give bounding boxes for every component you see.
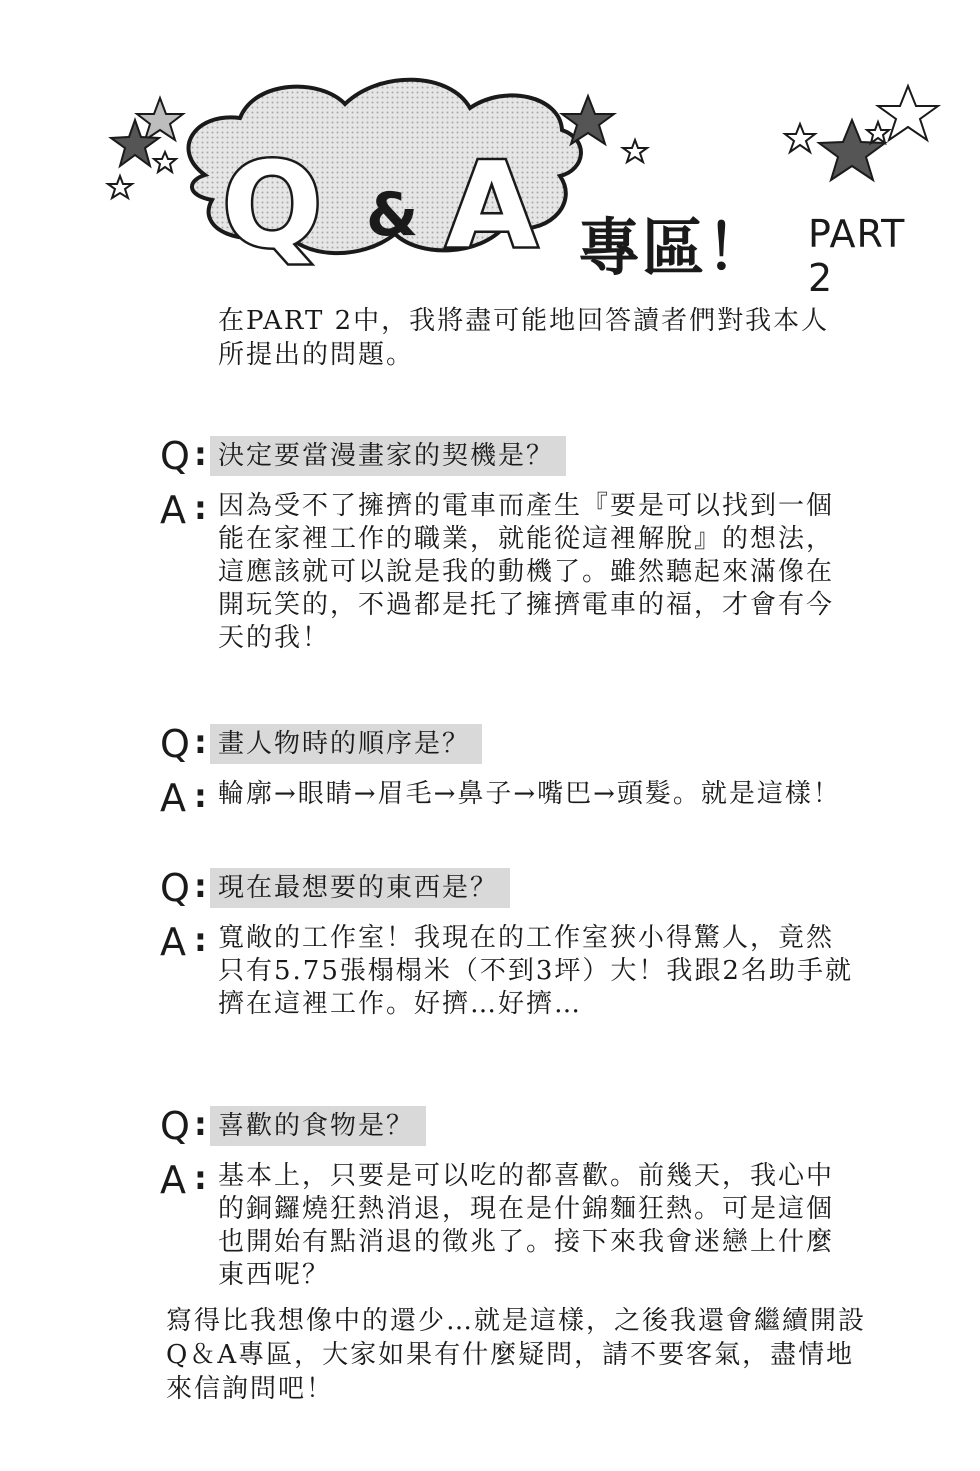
- qa-item: [160, 722, 880, 820]
- answer-row: [160, 490, 880, 655]
- question-row: [160, 1106, 880, 1146]
- page-title: [210, 136, 930, 300]
- answer-text: 因為受不了擁擠的電車而產生『要是可以找到一個能在家裡工作的職業，就能從這裡解脫』的想法，這應該就可以說是我的動機了。雖然聽起來滿像在開玩笑的，不過都是托了擁擠電車的福，才會有今天的我！: [218, 491, 835, 653]
- question-text: 喜歡的食物是？: [210, 1106, 426, 1146]
- question-row: [160, 436, 880, 476]
- title-a-letter: A: [446, 136, 538, 274]
- a-label: A :: [160, 490, 216, 530]
- qa-item: [160, 1106, 880, 1292]
- answer-row: [160, 776, 880, 820]
- a-label: A :: [160, 778, 216, 818]
- closing-text: 寫得比我想像中的還少…就是這樣，之後我還會繼續開設Q＆A專區，大家如果有什麼疑問，請不要客氣，盡情地來信詢問吧！: [166, 1306, 867, 1404]
- a-label: A :: [160, 1160, 216, 1200]
- title-ampersand: &: [366, 180, 419, 250]
- star-icon: [154, 152, 176, 172]
- q-label: Q :: [160, 724, 216, 764]
- question-row: [160, 724, 880, 764]
- star-icon: [108, 176, 132, 198]
- qa-item: [160, 436, 880, 655]
- q-label: Q :: [160, 1106, 216, 1146]
- answer-row: [160, 922, 880, 1021]
- q-label: Q :: [160, 436, 216, 476]
- answer-row: [160, 1160, 880, 1292]
- answer-text: 寬敞的工作室！我現在的工作室狹小得驚人，竟然只有5.75張榻榻米（不到3坪）大！我跟2名助手就擠在這裡工作。好擠…好擠…: [218, 923, 853, 1019]
- a-label: A :: [160, 922, 216, 962]
- question-text: 決定要當漫畫家的契機是？: [210, 436, 566, 476]
- part-label: PART 2: [808, 212, 906, 300]
- answer-text: 輪廓→眼睛→眉毛→鼻子→嘴巴→頭髮。就是這樣！: [218, 779, 841, 809]
- question-row: [160, 868, 880, 908]
- question-text: 現在最想要的東西是？: [210, 868, 510, 908]
- question-text: 畫人物時的順序是？: [210, 724, 482, 764]
- answer-text: 基本上，只要是可以吃的都喜歡。前幾天，我心中的銅鑼燒狂熱消退，現在是什錦麵狂熱。可是這個也開始有點消退的徵兆了。接下來我會迷戀上什麼東西呢？: [218, 1161, 835, 1290]
- q-label: Q :: [160, 868, 216, 908]
- title-q-letter: Q: [222, 136, 323, 274]
- intro-text: 在PART 2中，我將盡可能地回答讀者們對我本人所提出的問題。: [218, 306, 830, 370]
- star-icon: [137, 98, 183, 140]
- qa-item: [160, 868, 880, 1021]
- star-icon: [867, 122, 889, 143]
- star-icon: [785, 124, 815, 152]
- title-suffix: 專區！: [578, 211, 771, 284]
